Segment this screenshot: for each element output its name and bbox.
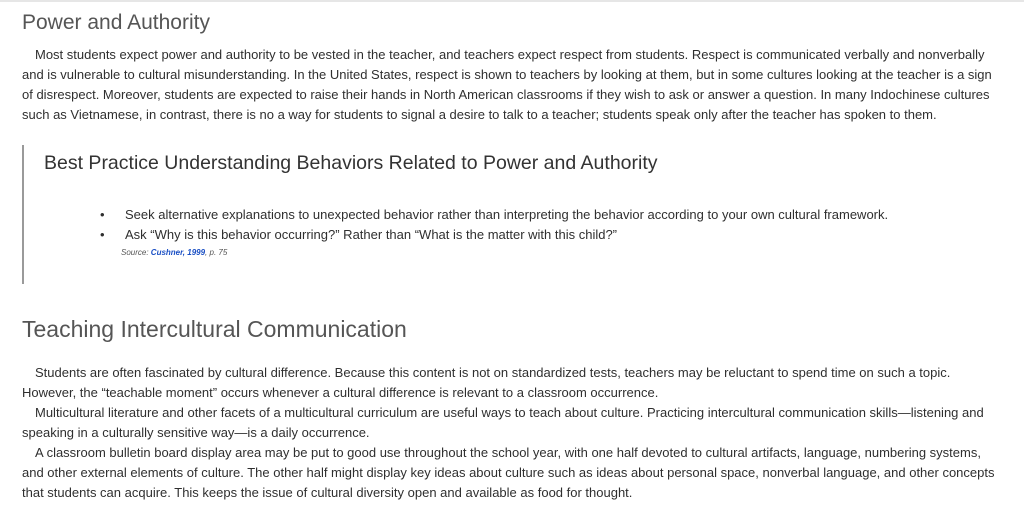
section-title-teaching-intercultural: Teaching Intercultural Communication xyxy=(22,316,407,342)
list-item-text: Seek alternative explanations to unexpected behavior rather than interpreting the behavior according to your own cultural framework. xyxy=(125,207,889,222)
list-item xyxy=(100,205,888,225)
bullet-icon: • xyxy=(100,227,105,242)
source-citation xyxy=(121,248,227,257)
teaching-paragraph: A classroom bulletin board display area may be put to good use throughout the school year, with one half devoted to cultural artifacts, language, numbering systems, and other external elements of culture. The other half might display key ideas about culture such as ideas about personal space, nonverbal language, and other concepts that students can acquire. This keeps the issue of cultural diversity open and available as food for thought. xyxy=(22,445,995,500)
power-authority-paragraph: Most students expect power and authority to be vested in the teacher, and teachers expect respect from students. Respect is communicated verbally and nonverbally and is vulnerable to cultural misunderstanding. In the United States, respect is shown to teachers by looking at them, but in some cultures looking at the teacher is a sign of disrespect. Moreover, students are expected to raise their hands in North American classrooms if they wish to ask or answer a question. In many Indochinese cultures such as Vietnamese, in contrast, there is no a way for students to signal a desire to talk to a teacher; students speak only after the teacher has spoken to them. xyxy=(22,47,992,122)
teaching-paragraph: Multicultural literature and other facets of a multicultural curriculum are useful ways to teach about culture. Practicing intercultural communication skills—listening and speaking in a culturally sensitive way—is a daily occurrence. xyxy=(22,405,984,440)
list-item xyxy=(100,225,888,245)
best-practice-callout xyxy=(22,145,984,284)
source-link[interactable]: Cushner, 1999 xyxy=(150,248,206,257)
top-divider xyxy=(0,0,1024,2)
bullet-icon: • xyxy=(100,207,105,222)
best-practice-title: Best Practice Understanding Behaviors Related to Power and Authority xyxy=(44,152,658,174)
best-practice-list xyxy=(100,205,888,245)
source-label: Source: xyxy=(121,248,151,257)
list-item-text: Ask “Why is this behavior occurring?” Rather than “What is the matter with this child?” xyxy=(125,227,618,242)
section-title-power-authority: Power and Authority xyxy=(22,11,210,34)
source-suffix: , p. 75 xyxy=(205,248,228,257)
teaching-paragraph: Students are often fascinated by cultural difference. Because this content is not on standardized tests, teachers may be reluctant to spend time on such a topic. However, the “teachable moment” occurs whenever a cultural difference is relevant to a classroom occurrence. xyxy=(22,365,951,400)
